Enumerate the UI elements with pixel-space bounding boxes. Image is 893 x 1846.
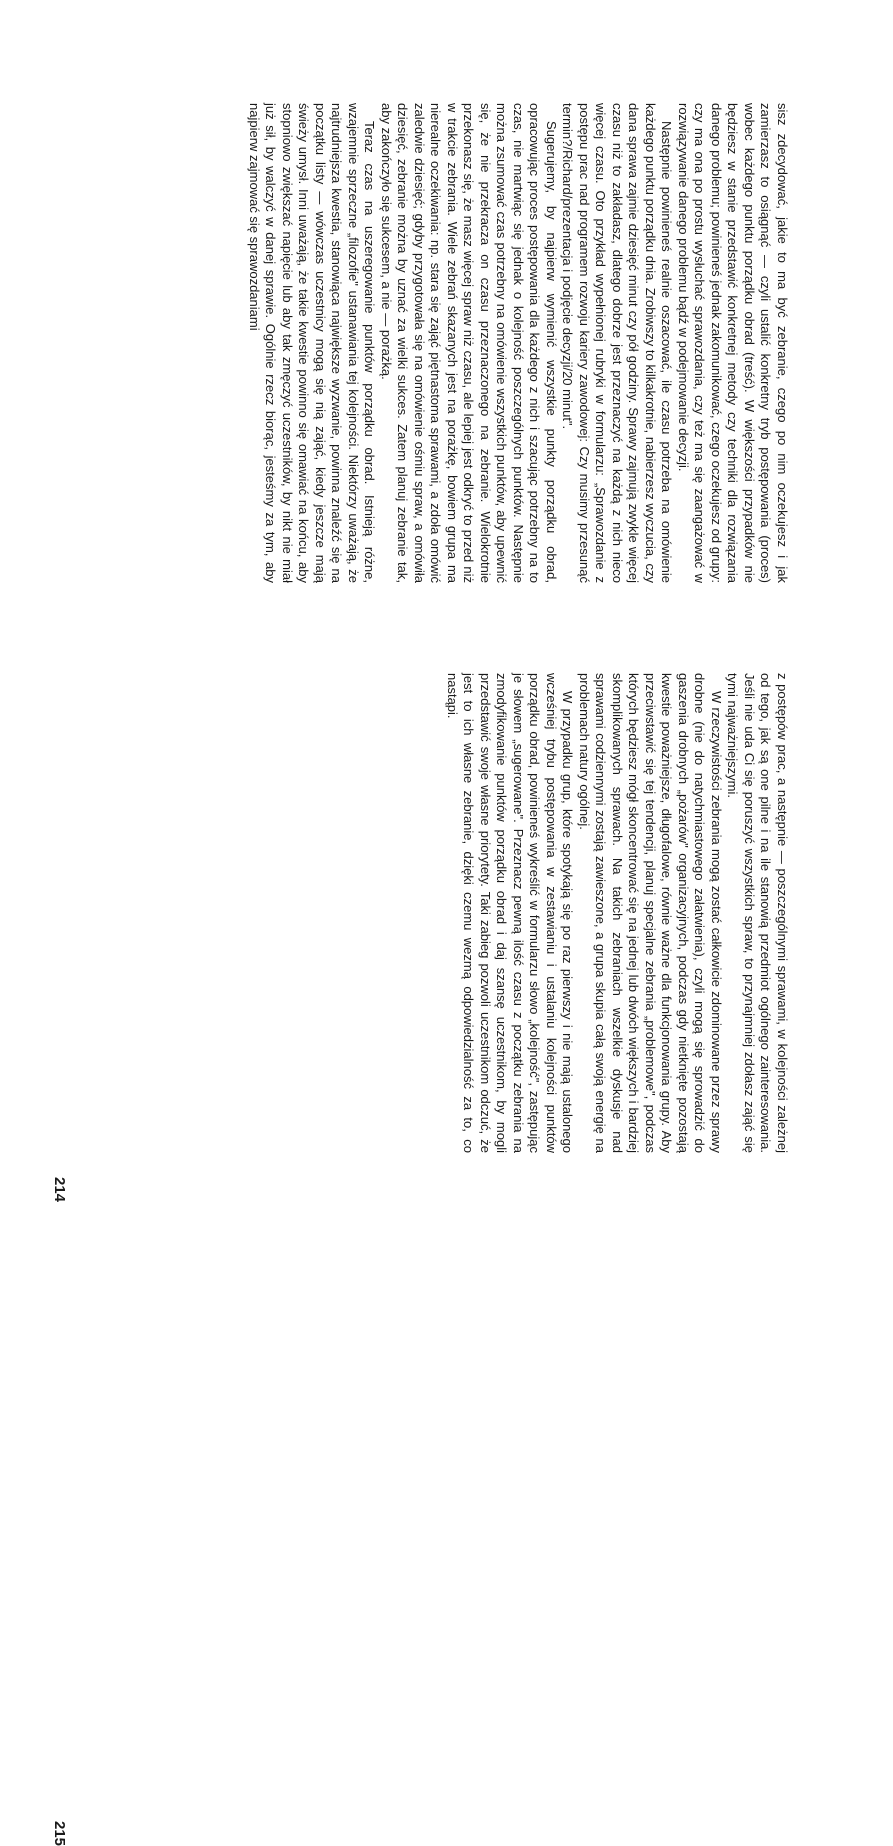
paragraph: Następnie powinieneś realnie oszacować, ile czasu potrzeba na omówienie każdego punktu porządku dnia. Zrobiwszy to kilkakrotnie, nabierzesz wyczucia, czy dana sprawa zajmie dziesięć minut czy pół godziny. Sprawy zajmują zwykle więcej czasu niż to zakładasz, dlatego dobrze jest przeznaczyć na każdą z nich nieco więcej czasu. Oto przykład wypełnionej rubryki w formularzu: „Sprawozdanie z postępu prac nad programem rozwoju kariery zawodowej: Czy musimy przesunąć termin?/Richard/prezentacja i podjęcie decyzji/20 minut".: [560, 103, 675, 583]
left-page-text: [246, 103, 791, 583]
paragraph: Teraz czas na uszeregowanie punktów porządku obrad. Istnieją różne, wzajemnie sprzeczne „filozofie" ustanawiania tej kolejności. Niektórzy uważają, że najtrudniejsza kwestia, stanowiąca największe wyzwanie, powinna znaleźć się na początku listy — wówczas uczestnicy mogą się nią zająć, kiedy jeszcze mają świeży umysł. Inni uważają, że takie kwestie powinno się omawiać na końcu, aby stopniowo zwiększać napięcie lub aby tak zmęczyć uczestników, by nikt nie miał już sił, by walczyć w danej sprawie. Ogólnie rzecz biorąc, jesteśmy za tym, aby najpierw zajmować się sprawozdaniami: [247, 103, 378, 583]
paragraph: Sugerujemy, by najpierw wymienić wszystkie punkty porządku obrad, opracowując proces postępowania dla każdego z nich i szacując potrzebny na to czas, nie martwiąc się jednak o kolejność poszczególnych punktów. Następnie można zsumować czas potrzebny na omówienie wszystkich punktów, aby upewnić się, że nie przekracza on czasu przeznaczonego na zebranie. Wielokrotnie przekonasz się, że masz więcej spraw niż czasu, ale lepiej jest odkryć to przed niż w trakcie zebrania. Wiele zebrań skazanych jest na porażkę, bowiem grupa ma nierealne oczekiwania: np. stara się zająć piętnastoma sprawami, a zdoła omówić zaledwie dziesięć; gdyby przygotowała się na omówienie ośmiu spraw, a omówiła dziesięć, zebranie można by uznać za wielki sukces. Zatem planuj zebranie tak, aby zakończyło się sukcesem, a nie — porażką.: [379, 103, 559, 583]
page-number: 215: [51, 1821, 68, 1846]
paragraph: sisz zdecydować, jakie to ma być zebranie, czego po nim oczekujesz i jak zamierzasz to osiągnąć — czyli ustalić konkretny tryb postępowania (proces) wobec każdego punktu porządku obrad (treść). W większości przypadków nie będziesz w stanie przedstawić konkretnej metody czy techniki dla rozwiązania danego problemu; powinieneś jednak zakomunikować, czego oczekujesz od grupy: czy ma ona po prostu wysłuchać sprawozdania, czy też ma się zaangażować w rozwiązywanie danego problemu bądź w podejmowanie decyzji.: [676, 103, 790, 583]
page-number: 214: [51, 1177, 68, 1203]
paragraph: W przypadku grup, które spotykają się po raz pierwszy i nie mają ustalonego wcześniej trybu postępowania w zestawianiu i ustalaniu kolejności punktów porządku obrad, powinieneś wykreślić w formularzu słowo „kolejność", zastępując je słowem „sugerowane". Przeznacz pewną ilość czasu z początku zebrania na zmodyfikowanie punktów porządku obrad i daj szansę uczestnikom, by mogli przedstawić swoje własne priorytety. Taki zabieg pozwoli uczestnikom odczuć, że jest to ich własne zebranie, dzięki czemu wezmą odpowiedzialność za to, co nastąpi.: [445, 673, 576, 1153]
right-page: [0, 633, 893, 1846]
paragraph: W rzeczywistości zebrania mogą zostać całkowicie zdominowane przez sprawy drobne (nie do natychmiastowego załatwienia), czyli mogą się sprowadzić do gaszenia drobnych „pożarów" organizacyjnych, podczas gdy nietknięte pozostają kwestie poważniejsze, długofalowe, równie ważne dla funkcjonowania grupy. Aby przeciwstawić się tej tendencji, planuj specjalne zebrania „problemowe", podczas których będziesz mógł skoncentrować się na jednej lub dwóch większych i bardziej skomplikowanych sprawach. Na takich zebraniach wszelkie dyskusje nad sprawami codziennymi zostają zawieszone, a grupa skupia całą swoją energię na problemach natury ogólnej.: [577, 673, 724, 1153]
right-page-text: [444, 673, 791, 1153]
paragraph: z postępów prac, a następnie — poszczególnymi sprawami, w kolejności zależnej od tego, jak są one pilne i na ile stanowią przedmiot ogólnego zainteresowania. Jeśli nie uda Ci się poruszyć wszystkich spraw, to przynajmniej zdołasz zająć się tymi najważniejszymi.: [725, 673, 790, 1153]
